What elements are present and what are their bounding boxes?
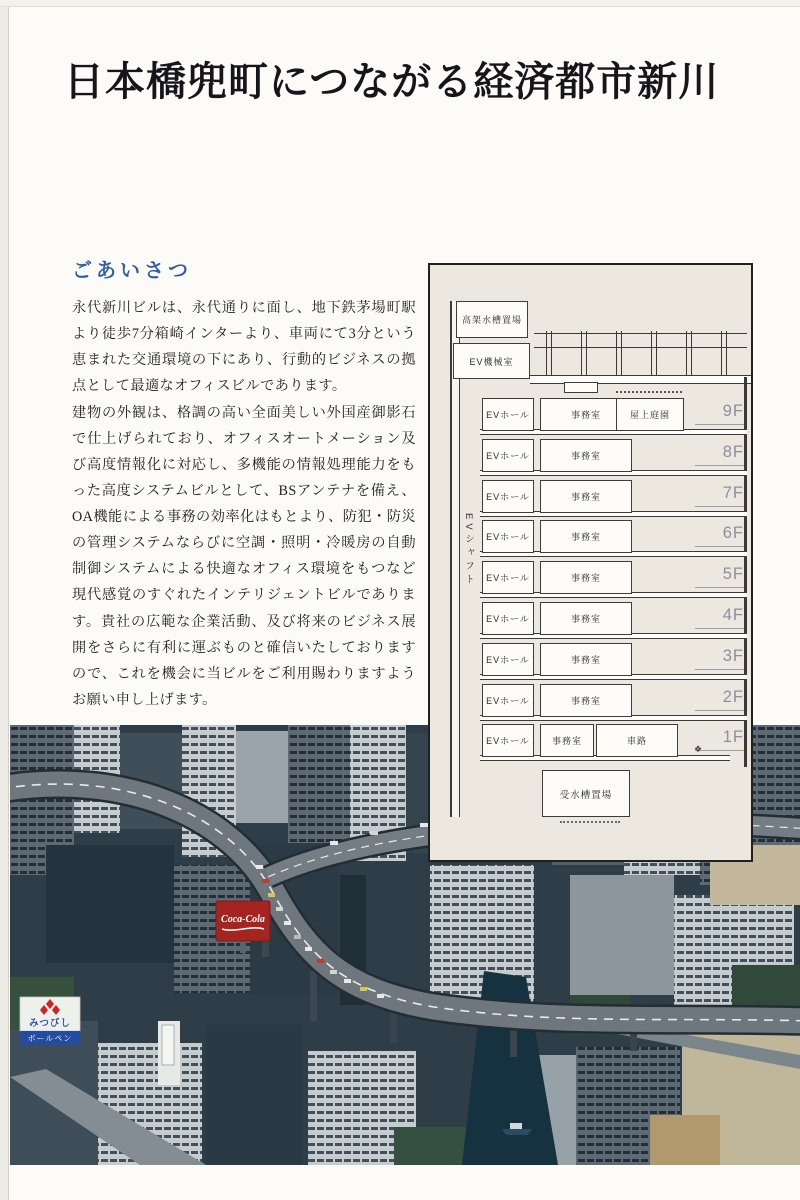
greeting-heading: ごあいさつ (72, 260, 192, 282)
greeting-paragraph-2: 建物の外観は、格調の高い全面美しい外国産御影石で仕上げられており、オフィスオートメーション及び高度情報化に対応し、多機能の情報処理能力をもった高度システムビルとして、BSアンテナを備え、OA機能による事務の効率化はもとより、防犯・防災の管理システムならびに空調・照明・冷暖房の自動制御システムによる快適なオフィス環境をもつなど現代感覚のすぐれたインテリジェントビルであります。貴社の広範な企業活動、及び将来のビジネス展開をさらに有利に運ぶものと確信いたしておりますので、これを機会に当ビルをご利用賜わりますようお願い申し上げます。 (72, 404, 416, 708)
room-box: EVホール (482, 724, 534, 757)
floor-row-8F (430, 437, 751, 478)
floor-row-5F (430, 559, 751, 600)
rooftop-water-tank-box: 高架水槽置場 (456, 301, 528, 338)
floor-label: 7F (695, 484, 744, 507)
greeting-section (72, 254, 416, 713)
floor-label: 1F (695, 728, 744, 751)
floor-row-6F (430, 518, 751, 559)
floor-label: 2F (695, 688, 744, 711)
room-box: EVホール (482, 602, 534, 635)
floor-label: 9F (695, 402, 744, 425)
room-box: 事務室 (540, 724, 594, 757)
room-box: 車路 (596, 724, 678, 757)
diamond-mark-icon: ❖ (694, 745, 703, 755)
floor-label: 4F (695, 606, 744, 629)
room-box: EVホール (482, 684, 534, 717)
ev-machine-room-box: EV機械室 (453, 343, 530, 379)
room-box: 事務室 (540, 520, 632, 553)
floor-row-1F (430, 722, 751, 763)
ev-shaft-label: EVシャフト (463, 513, 474, 588)
floor-row-2F (430, 682, 751, 723)
room-box: 事務室 (540, 480, 632, 513)
page-title: 日本橋兜町につながる経済都市新川 (64, 59, 720, 104)
mitsubishi-sign-line1: みつびし (29, 1018, 71, 1029)
room-box: 屋上庭園 (616, 398, 684, 431)
water-receiving-tank-box: 受水槽置場 (542, 770, 630, 817)
mitsubishi-sign (20, 997, 80, 1045)
floor-row-9F (430, 396, 751, 437)
room-box: EVホール (482, 439, 534, 472)
floor-row-4F (430, 600, 751, 641)
floor-row-3F (430, 641, 751, 682)
room-box: EVホール (482, 480, 534, 513)
scan-edge-left (0, 0, 9, 1200)
roof-garden-dots (616, 391, 682, 393)
mitsubishi-sign-line2: ボールペン (27, 1034, 73, 1043)
room-box: 事務室 (540, 602, 632, 635)
roof-equipment-box (564, 382, 598, 393)
room-box: 事務室 (540, 398, 632, 431)
room-box: EVホール (482, 398, 534, 431)
room-box: 事務室 (540, 561, 632, 594)
room-box: EVホール (482, 643, 534, 676)
room-box: 事務室 (540, 643, 632, 676)
basement-ticks (560, 821, 620, 823)
room-box: EVホール (482, 561, 534, 594)
room-box: 事務室 (540, 439, 632, 472)
floor-label: 8F (695, 443, 744, 466)
greeting-paragraph-1: 永代新川ビルは、永代通りに面し、地下鉄茅場町駅より徒歩7分箱崎インターより、車両にて3分という恵まれた交通環境の下にあり、行動的ビジネスの拠点として最適なオフィスビルであります。 (72, 300, 416, 395)
cocacola-sign-text: Coca-Cola (221, 914, 265, 925)
floor-label: 5F (695, 565, 744, 588)
floor-label: 6F (695, 524, 744, 547)
scan-edge-top (0, 0, 800, 7)
floor-label: 3F (695, 647, 744, 670)
floor-row-7F (430, 478, 751, 519)
building-section-diagram (428, 263, 753, 862)
room-box: EVホール (482, 520, 534, 553)
room-box: 事務室 (540, 684, 632, 717)
